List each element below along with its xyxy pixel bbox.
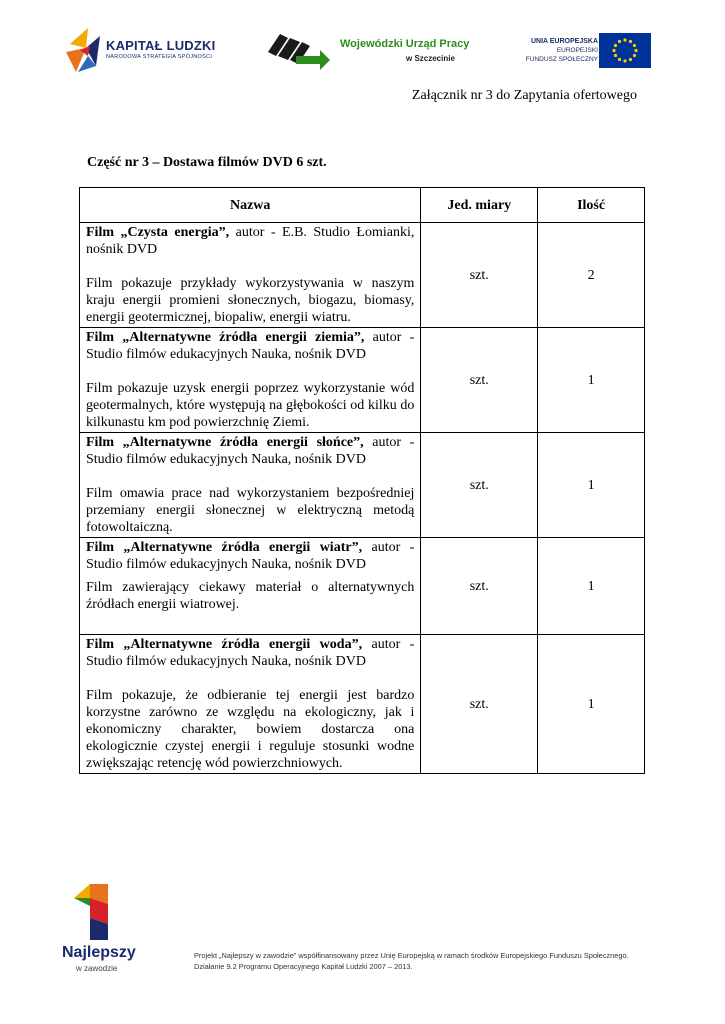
najlepszy-logo <box>60 884 142 976</box>
part-title: Część nr 3 – Dostawa filmów DVD 6 szt. <box>87 155 327 170</box>
film-title-rest: autor - Studio filmów edukacyjnych Nauka, nośnik DVD <box>86 637 415 669</box>
footer-line1: Projekt „Najlepszy w zawodzie” współfinansowany przez Unię Europejską w ramach środków Europejskiego Funduszu Społecznego. <box>194 951 629 960</box>
header-unit: Jed. miary <box>421 188 538 223</box>
eu-logo <box>520 33 655 69</box>
film-description: Film pokazuje przykłady wykorzystywania w naszym kraju energii promieni słonecznych, biogazu, biomasy, energii geotermicznej, biopaliw, energii wiatru. <box>86 276 415 325</box>
table-row <box>80 538 645 635</box>
kapital-ludzki-emblem-icon <box>66 26 102 74</box>
film-description: Film pokazuje, że odbieranie tej energii jest bardzo korzystne zarówno ze względu na ekologiczny, jak i ekonomiczny charakter, bowiem dostarcza ona ekologicznie czystej energii i reguluje stosunki wodne zwiększając retencję wód powierzchniowych. <box>86 688 415 771</box>
eu-line3: FUNDUSZ SPOŁECZNY <box>525 56 598 63</box>
kapital-ludzki-subtitle: NARODOWA STRATEGIA SPÓJNOŚCI <box>106 54 213 60</box>
eu-flag-icon <box>599 33 651 68</box>
film-title-bold: Film „Alternatywne źródła energii ziemia”, <box>86 330 365 345</box>
unit-cell: szt. <box>421 223 538 328</box>
film-description: Film omawia prace nad wykorzystaniem bezpośredniej przemiany energii słonecznej w elektryczną metodą fotowoltaiczną. <box>86 486 415 535</box>
qty-cell: 1 <box>538 328 645 433</box>
najlepszy-word: Najlepszy <box>62 944 136 961</box>
qty-cell: 1 <box>538 433 645 538</box>
film-description: Film pokazuje uzysk energii poprzez wykorzystanie wód geotermalnych, które występują na głębokości od kilku do kilkunastu km pod powierzchnię Ziemi. <box>86 381 415 430</box>
film-title-rest: autor - Studio filmów edukacyjnych Nauka, nośnik DVD <box>86 330 415 362</box>
table-row <box>80 328 645 433</box>
film-title <box>86 539 414 573</box>
table-row <box>80 433 645 538</box>
unit-cell: szt. <box>421 433 538 538</box>
film-cell <box>80 538 421 635</box>
qty-cell: 1 <box>538 538 645 635</box>
kapital-ludzki-logo <box>66 26 226 74</box>
film-title-bold: Film „Alternatywne źródła energii woda”, <box>86 637 363 652</box>
footer-line2: Działanie 9.2 Programu Operacyjnego Kapitał Ludzki 2007 – 2013. <box>194 962 413 971</box>
unit-cell: szt. <box>421 538 538 635</box>
eu-line1: UNIA EUROPEJSKA <box>530 38 598 45</box>
qty-cell: 2 <box>538 223 645 328</box>
films-table <box>79 187 645 774</box>
table-row <box>80 635 645 774</box>
unit-cell: szt. <box>421 635 538 774</box>
header-name: Nazwa <box>80 188 421 223</box>
table-row <box>80 223 645 328</box>
film-title <box>86 329 414 363</box>
eu-line2: EUROPEJSKI <box>556 47 598 54</box>
header-qty: Ilość <box>538 188 645 223</box>
wup-logo <box>266 30 470 70</box>
eu-text <box>526 37 598 64</box>
film-title-bold: Film „Alternatywne źródła energii słońce”, <box>86 435 364 450</box>
table-header-row <box>80 188 645 223</box>
film-title-rest: autor - Studio filmów edukacyjnych Nauka, nośnik DVD <box>86 540 415 572</box>
unit-cell: szt. <box>421 328 538 433</box>
film-cell <box>80 635 421 774</box>
wup-name-line1: Wojewódzki Urząd Pracy <box>340 38 470 50</box>
kapital-ludzki-title: KAPITAŁ LUDZKI <box>106 38 216 53</box>
annex-label: Załącznik nr 3 do Zapytania ofertowego <box>411 88 637 103</box>
film-cell <box>80 328 421 433</box>
film-title-bold: Film „Alternatywne źródła energii wiatr”, <box>86 540 363 555</box>
najlepszy-sub: w zawodzie <box>76 964 118 973</box>
film-cell <box>80 433 421 538</box>
wup-name-line2: w Szczecinie <box>406 54 455 63</box>
film-title-bold: Film „Czysta energia”, <box>86 225 230 240</box>
film-title <box>86 636 414 670</box>
footer-text <box>194 950 629 972</box>
film-title <box>86 434 414 468</box>
qty-cell: 1 <box>538 635 645 774</box>
film-cell <box>80 223 421 328</box>
film-description: Film zawierający ciekawy materiał o alternatywnych źródłach energii wiatrowej. <box>86 580 415 612</box>
number-one-icon <box>72 884 122 942</box>
film-title-rest: autor - Studio filmów edukacyjnych Nauka, nośnik DVD <box>86 435 415 467</box>
wup-emblem-icon <box>266 30 332 70</box>
film-title <box>86 224 414 258</box>
film-title-rest: autor - E.B. Studio Łomianki, nośnik DVD <box>86 225 415 257</box>
